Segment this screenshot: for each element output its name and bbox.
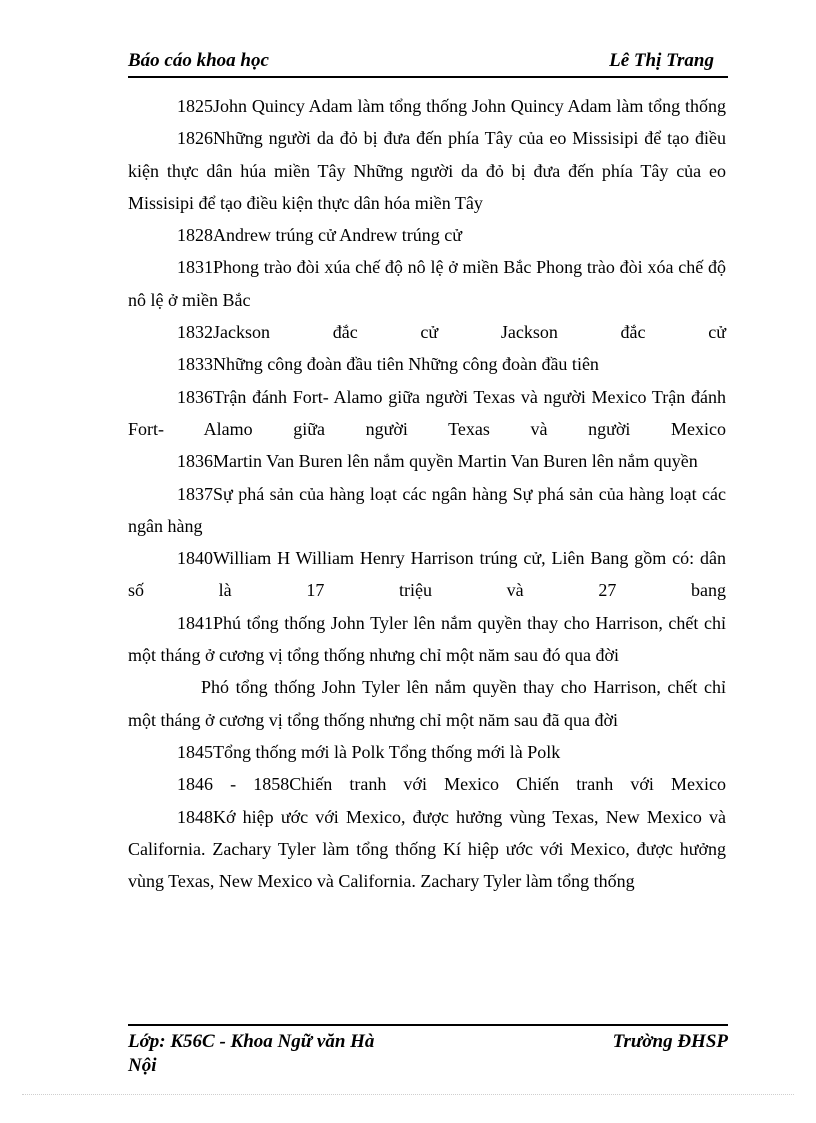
timeline-entry-1825: 1825John Quincy Adam làm tổng thống John Quincy Adam làm tổng thống [177, 96, 726, 116]
timeline-entry-1841: 1841Phú tổng thống John Tyler lên nắm quyền thay cho Harrison, chết chỉ một tháng ở cương vị tổng thống nhưng chỉ một năm sau đó qua đời [128, 612, 726, 666]
timeline-entry-1826: 1826Những người da đỏ bị đưa đến phía Tây của eo Missisipi để tạo điều kiện thực dân húa miền Tây Những người da đỏ bị đưa đến phía Tây của eo Missisipi để tạo điều kiện thực dân hóa miền Tây [128, 128, 726, 213]
footer-class-info: Lớp: K56C - Khoa Ngữ văn Hà Nội [128, 1031, 375, 1076]
header-author: Lê Thị Trang [609, 50, 714, 71]
timeline-entry-1828: 1828Andrew trúng cử Andrew trúng cử [177, 225, 462, 246]
timeline-entry-1833: 1833Những công đoàn đầu tiên Những công đoàn đầu tiên [177, 354, 599, 375]
timeline-entry-1831: 1831Phong trào đòi xúa chế độ nô lệ ở miền Bắc Phong trào đòi xóa chế độ nô lệ ở miền Bắc [128, 257, 726, 310]
page-footer [128, 1024, 728, 1076]
timeline-entry-1841-repeat: Phó tổng thống John Tyler lên nắm quyền thay cho Harrison, chết chỉ một tháng ở cương vị tổng thống nhưng chỉ một năm sau đã qua đời [128, 677, 726, 730]
timeline-entry-1845: 1845Tổng thống mới là Polk Tổng thống mới là Polk [177, 741, 561, 762]
page-bottom-divider [22, 1094, 794, 1095]
document-body [128, 90, 726, 897]
timeline-entry-1840: 1840William H William Henry Harrison trúng cử, Liên Bang gồm có: dân số là 17 triệu và 27 bang [128, 548, 726, 601]
timeline-entry-1837: 1837Sự phá sản của hàng loạt các ngân hàng Sự phá sản của hàng loạt các ngân hàng [128, 483, 726, 536]
header-title: Báo cáo khoa học [128, 50, 269, 71]
timeline-entry-1846-1858: 1846 - 1858Chiến tranh với Mexico Chiến tranh với Mexico [177, 774, 726, 795]
footer-school: Trường ĐHSP [612, 1031, 728, 1052]
timeline-entry-1832: 1832Jackson đắc cử Jackson đắc cử [177, 322, 726, 343]
timeline-entry-1836-alamo: 1836Trận đánh Fort- Alamo giữa người Texas và người Mexico Trận đánh Fort- Alamo giữa người Texas và người Mexico [128, 386, 726, 439]
timeline-entry-1848: 1848Kớ hiệp ước với Mexico, được hưởng vùng Texas, New Mexico và California. Zachary Tyler làm tổng thống Kí hiệp ước với Mexico, được hưởng vùng Texas, New Mexico và California. Zachary Tyler làm tổng thống [128, 806, 726, 892]
timeline-entry-1836-van-buren: 1836Martin Van Buren lên nắm quyền Martin Van Buren lên nắm quyền [177, 451, 698, 472]
page-header [128, 48, 728, 78]
